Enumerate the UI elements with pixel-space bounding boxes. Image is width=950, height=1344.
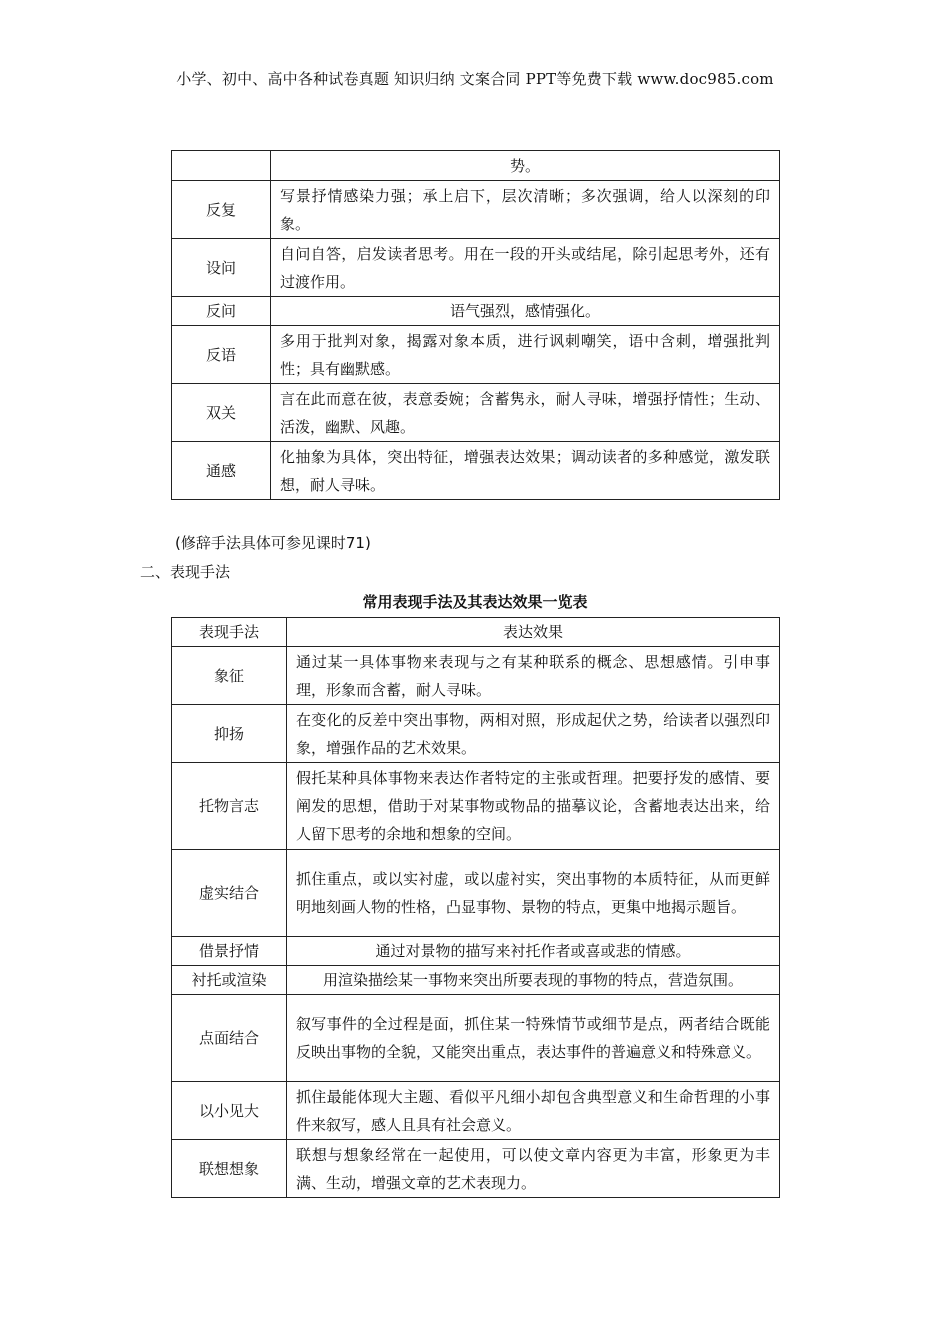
table-row — [172, 966, 780, 995]
table-row — [172, 181, 780, 239]
table-row — [172, 850, 780, 937]
rhetoric-effect: 写景抒情感染力强；承上启下，层次清晰；多次强调，给人以深刻的印象。 — [271, 181, 780, 239]
technique-name: 衬托或渲染 — [172, 966, 287, 995]
section-heading: 二、表现手法 — [140, 563, 231, 581]
technique-name: 借景抒情 — [172, 937, 287, 966]
technique-name: 象征 — [172, 647, 287, 705]
technique-name: 虚实结合 — [172, 850, 287, 937]
rhetoric-name: 反复 — [172, 181, 271, 239]
table-row — [172, 705, 780, 763]
table-row — [172, 151, 780, 181]
table-row — [172, 1082, 780, 1140]
rhetoric-effect: 语气强烈，感情强化。 — [271, 297, 780, 326]
expression-techniques-table — [171, 617, 780, 1198]
table-row — [172, 326, 780, 384]
header-effect: 表达效果 — [287, 618, 780, 647]
technique-effect: 联想与想象经常在一起使用，可以使文章内容更为丰富，形象更为丰满、生动，增强文章的艺术表现力。 — [287, 1140, 780, 1198]
rhetoric-effect: 自问自答，启发读者思考。用在一段的开头或结尾，除引起思考外，还有过渡作用。 — [271, 239, 780, 297]
rhetoric-name — [172, 151, 271, 181]
technique-effect: 叙写事件的全过程是面，抓住某一特殊情节或细节是点，两者结合既能反映出事物的全貌，又能突出重点，表达事件的普遍意义和特殊意义。 — [287, 995, 780, 1082]
technique-name: 托物言志 — [172, 763, 287, 850]
table-caption: 常用表现手法及其表达效果一览表 — [362, 593, 588, 611]
rhetoric-effect: 势。 — [271, 151, 780, 181]
table-row — [172, 937, 780, 966]
technique-effect: 抓住最能体现大主题、看似平凡细小却包含典型意义和生命哲理的小事件来叙写，感人且具有社会意义。 — [287, 1082, 780, 1140]
technique-name: 点面结合 — [172, 995, 287, 1082]
rhetoric-effect: 化抽象为具体，突出特征，增强表达效果；调动读者的多种感觉，激发联想，耐人寻味。 — [271, 442, 780, 500]
table-row — [172, 1140, 780, 1198]
technique-name: 以小见大 — [172, 1082, 287, 1140]
reference-note: (修辞手法具体可参见课时71) — [175, 534, 371, 552]
table-row — [172, 647, 780, 705]
technique-name: 抑扬 — [172, 705, 287, 763]
table-row — [172, 239, 780, 297]
technique-effect: 抓住重点，或以实衬虚，或以虚衬实，突出事物的本质特征，从而更鲜明地刻画人物的性格，凸显事物、景物的特点，更集中地揭示题旨。 — [287, 850, 780, 937]
rhetoric-name: 反语 — [172, 326, 271, 384]
rhetoric-table-continued — [171, 150, 780, 500]
page-header: 小学、初中、高中各种试卷真题 知识归纳 文案合同 PPT等免费下载 www.doc985.com — [176, 70, 774, 88]
table-row — [172, 995, 780, 1082]
rhetoric-effect: 言在此而意在彼，表意委婉；含蓄隽永，耐人寻味，增强抒情性；生动、活泼，幽默、风趣。 — [271, 384, 780, 442]
table-header-row — [172, 618, 780, 647]
table-row — [172, 763, 780, 850]
technique-effect: 假托某种具体事物来表达作者特定的主张或哲理。把要抒发的感情、要阐发的思想，借助于对某事物或物品的描摹议论，含蓄地表达出来，给人留下思考的余地和想象的空间。 — [287, 763, 780, 850]
technique-effect: 在变化的反差中突出事物，两相对照，形成起伏之势，给读者以强烈印象，增强作品的艺术效果。 — [287, 705, 780, 763]
technique-effect: 通过某一具体事物来表现与之有某种联系的概念、思想感情。引申事理，形象而含蓄，耐人寻味。 — [287, 647, 780, 705]
rhetoric-name: 设问 — [172, 239, 271, 297]
table-row — [172, 297, 780, 326]
table-row — [172, 384, 780, 442]
technique-effect: 通过对景物的描写来衬托作者或喜或悲的情感。 — [287, 937, 780, 966]
header-technique: 表现手法 — [172, 618, 287, 647]
rhetoric-name: 反问 — [172, 297, 271, 326]
technique-effect: 用渲染描绘某一事物来突出所要表现的事物的特点，营造氛围。 — [287, 966, 780, 995]
rhetoric-name: 通感 — [172, 442, 271, 500]
technique-name: 联想想象 — [172, 1140, 287, 1198]
rhetoric-name: 双关 — [172, 384, 271, 442]
table-row — [172, 442, 780, 500]
rhetoric-effect: 多用于批判对象，揭露对象本质，进行讽刺嘲笑，语中含刺，增强批判性；具有幽默感。 — [271, 326, 780, 384]
